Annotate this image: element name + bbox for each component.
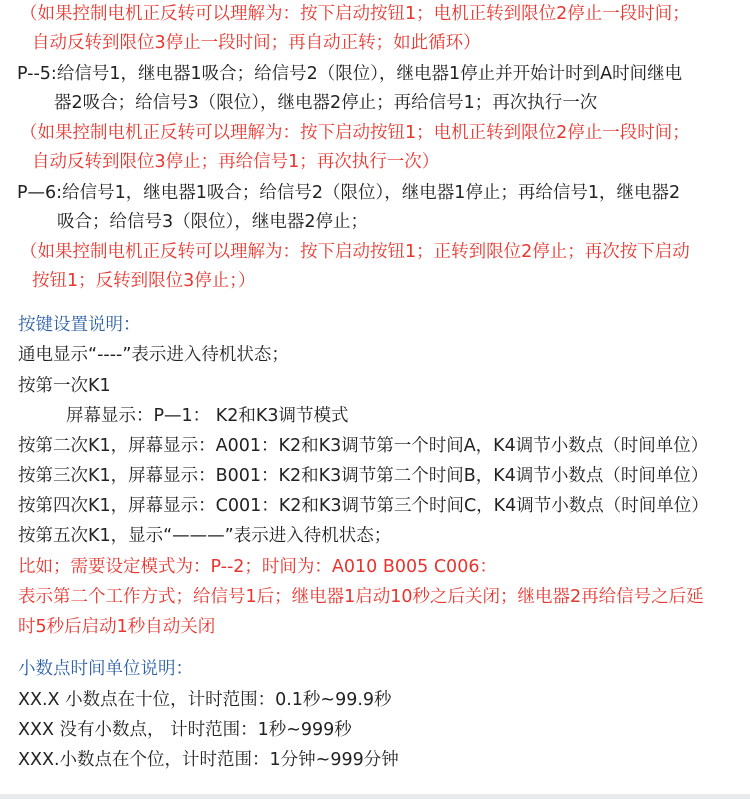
p5-note-line-2: 自动反转到限位3停止一段时间；再自动正转；如此循环）	[32, 33, 481, 53]
bottom-divider	[0, 794, 750, 799]
p6-note-line-1: （如果控制电机正反转可以理解为：按下启动按钮1；正转到限位2停止；再次按下启动	[20, 242, 690, 262]
example-line-3: 时5秒后启动1秒自动关闭	[18, 617, 216, 637]
k1-first-screen: 屏幕显示：P—1： K2和K3调节模式	[66, 406, 349, 426]
standby-description: 通电显示“----”表示进入待机状态；	[18, 345, 289, 365]
k1-first-press: 按第一次K1	[18, 376, 111, 396]
k1-fifth-press: 按第五次K1，显示“———”表示进入待机状态；	[18, 526, 392, 546]
p6-description-line-1: P—6:给信号1，继电器1吸合；给信号2（限位），继电器1停止；再给信号1，继电器2	[17, 183, 681, 203]
p5-description-line-2: 器2吸合；给信号3（限位），继电器2停止；再给信号1；再次执行一次	[54, 93, 598, 113]
example-line-1: 比如；需要设定模式为：P--2；时间为：A010 B005 C006：	[18, 557, 497, 577]
k1-second-press: 按第二次K1，屏幕显示：A001：K2和K3调节第一个时间A，K4调节小数点（时间单位）	[18, 436, 709, 456]
decimal-row-ones: XXX.小数点在个位，计时范围：1分钟~999分钟	[18, 750, 399, 770]
p5-description-line-1: P--5:给信号1，继电器1吸合；给信号2（限位），继电器1停止并开始计时到A时间继电	[17, 64, 683, 84]
p6-description-line-2: 吸合；给信号3（限位），继电器2停止；	[57, 212, 369, 232]
key-settings-heading: 按键设置说明：	[18, 315, 141, 335]
decimal-row-tens: XX.X 小数点在十位，计时范围：0.1秒~99.9秒	[18, 690, 392, 710]
example-line-2: 表示第二个工作方式；给信号1后；继电器1启动10秒之后关闭；继电器2再给信号之后延	[18, 587, 704, 607]
decimal-unit-heading: 小数点时间单位说明：	[18, 659, 193, 679]
p5-note-line-1: （如果控制电机正反转可以理解为：按下启动按钮1；电机正转到限位2停止一段时间；	[20, 4, 690, 24]
p5b-note-line-1: （如果控制电机正反转可以理解为：按下启动按钮1；电机正转到限位2停止一段时间；	[20, 123, 690, 143]
p6-note-line-2: 按钮1；反转到限位3停止；）	[32, 271, 256, 291]
p5b-note-line-2: 自动反转到限位3停止；再给信号1；再次执行一次）	[32, 152, 440, 172]
k1-fourth-press: 按第四次K1，屏幕显示：C001：K2和K3调节第三个时间C，K4调节小数点（时间单位）	[18, 496, 709, 516]
decimal-row-none: XXX 没有小数点， 计时范围：1秒~999秒	[18, 720, 352, 740]
k1-third-press: 按第三次K1，屏幕显示：B001：K2和K3调节第二个时间B，K4调节小数点（时间单位）	[18, 466, 709, 486]
